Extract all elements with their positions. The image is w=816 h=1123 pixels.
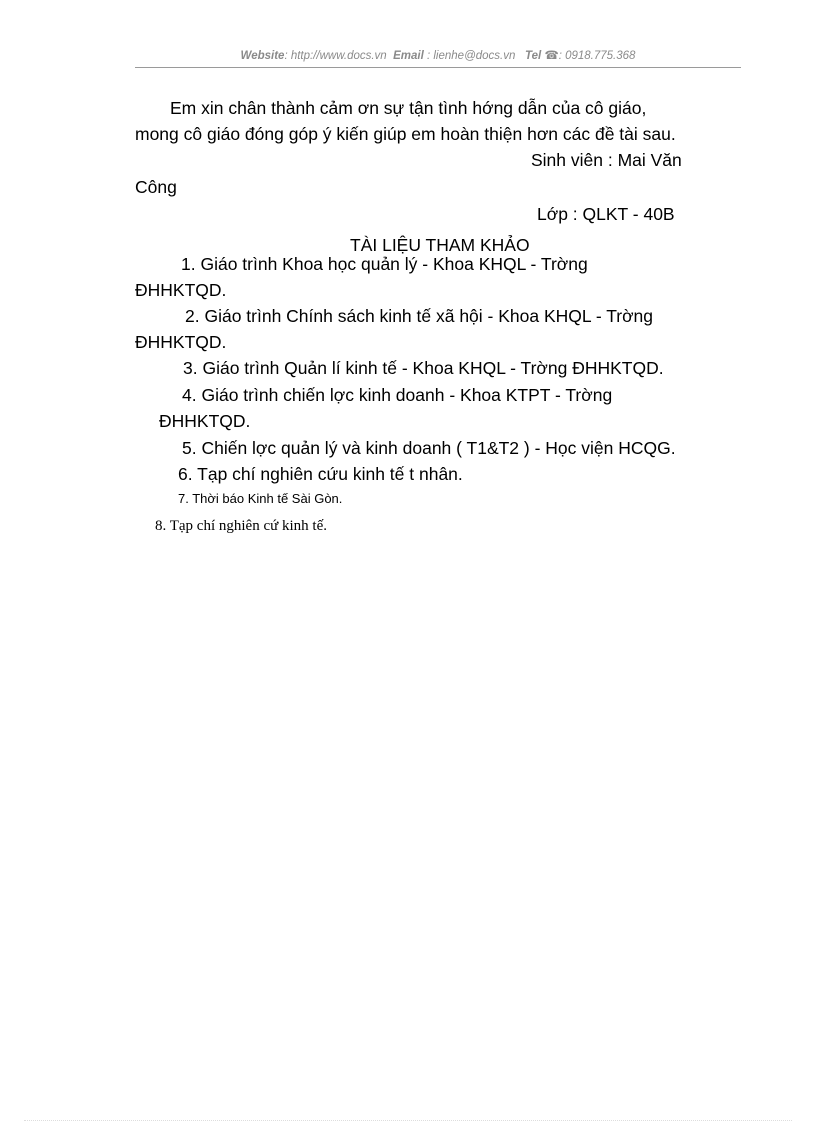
references-title: TÀI LIỆU THAM KHẢO (350, 235, 530, 255)
signature-student: Sinh viên : Mai Văn (531, 150, 682, 170)
reference-5: 5. Chiến lợc quản lý và kinh doanh ( T1&T2 ) - Học viện HCQG. (182, 438, 676, 458)
reference-3: 3. Giáo trình Quản lí kinh tế - Khoa KHQL - Trờng ĐHHKTQD. (183, 358, 664, 378)
email-value[interactable]: : lienhe@docs.vn (426, 50, 516, 62)
reference-8: 8. Tạp chí nghiên cứ kinh tế. (155, 518, 327, 534)
reference-2: 2. Giáo trình Chính sách kinh tế xã hội - Khoa KHQL - Trờng (185, 306, 654, 326)
reference-1-cont: ĐHHKTQD. (135, 280, 227, 300)
page-header (135, 47, 741, 68)
page-bottom-divider (24, 1120, 792, 1121)
reference-2-cont: ĐHHKTQD. (135, 332, 227, 352)
tel-label: Tel (524, 50, 542, 62)
signature-class: Lớp : QLKT - 40B (537, 204, 675, 224)
signature-student-cont: Công (135, 177, 177, 197)
reference-1: 1. Giáo trình Khoa học quản lý - Khoa KHQL - Trờng (181, 254, 588, 274)
website-label: Website (240, 50, 285, 62)
email-label: Email (393, 50, 424, 62)
thanks-line-2: mong cô giáo đóng góp ý kiến giúp em hoàn thiện hơn các đề tài sau. (135, 124, 676, 144)
phone-icon: ☎ (544, 50, 559, 62)
reference-4: 4. Giáo trình chiến lợc kinh doanh - Khoa KTPT - Trờng (182, 385, 613, 405)
reference-4-cont: ĐHHKTQD. (159, 411, 251, 431)
thanks-line-1: Em xin chân thành cảm ơn sự tận tình hớng dẫn của cô giáo, (170, 98, 647, 118)
reference-6: 6. Tạp chí nghiên cứu kinh tế t nhân. (178, 464, 463, 484)
tel-value: : 0918.775.368 (558, 50, 636, 62)
website-value[interactable]: : http://www.docs.vn (284, 50, 387, 62)
reference-7: 7. Thời báo Kinh tế Sài Gòn. (178, 491, 343, 506)
